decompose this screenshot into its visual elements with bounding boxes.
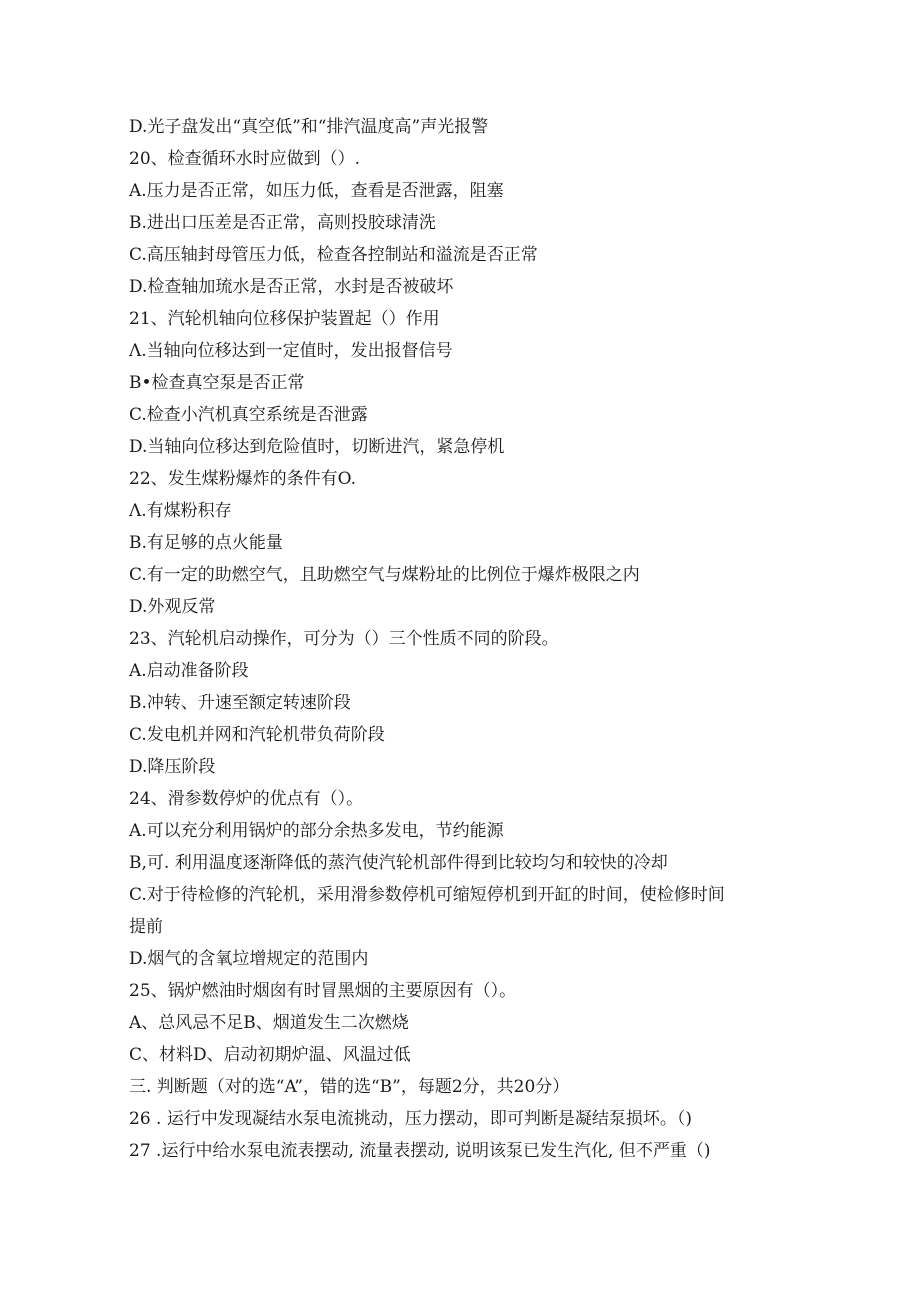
option-c-q24-cont: 提前 <box>129 917 163 937</box>
option-b-q22: B.有足够的点火能量 <box>129 533 283 553</box>
option-b-q23: B.冲转、升速至额定转速阶段 <box>129 693 351 713</box>
option-d-q22: D.外观反常 <box>129 597 216 617</box>
option-d-q23: D.降压阶段 <box>129 757 216 777</box>
option-a-q22: Λ.有煤粉积存 <box>129 501 232 521</box>
option-c-q20: C.高压轴封母管压力低，检查各控制站和溢流是否正常 <box>129 245 538 265</box>
options-ab-q25: A、总风忌不足B、烟道发生二次燃烧 <box>129 1013 409 1033</box>
question-22: 22、发生煤粉爆炸的条件有O. <box>129 469 356 489</box>
option-a-q20: A.压力是否正常，如压力低，查看是否泄露，阻塞 <box>129 181 504 201</box>
options-cd-q25: C、材料D、启动初期炉温、风温过低 <box>129 1045 411 1065</box>
option-c-q21: C.检查小汽机真空系统是否泄露 <box>129 405 368 425</box>
section-heading-judgment: 三. 判断题（对的选“A”，错的选“B”，每题2分，共20分） <box>129 1077 570 1097</box>
question-27: 27 .运行中给水泵电流表摆动, 流量表摆动, 说明该泵已发生汽化, 但不严重（) <box>129 1141 711 1161</box>
option-d-q24: D.烟气的含氧垃增规定的范围内 <box>129 949 369 969</box>
option-c-q24: C.对于待检修的汽轮机，采用滑参数停机可缩短停机到开缸的时间，使检修时间 <box>129 885 725 905</box>
option-a-q23: A.启动准备阶段 <box>129 661 249 681</box>
option-c-q23: C.发电机并网和汽轮机带负荷阶段 <box>129 725 385 745</box>
question-25: 25、锅炉燃油时烟囱有时冒黑烟的主要原因有（）。 <box>129 981 517 1001</box>
option-b-q20: B.进出口压差是否正常，高则投胶球清洗 <box>129 213 436 233</box>
question-23: 23、汽轮机启动操作，可分为（）三个性质不同的阶段。 <box>129 629 559 649</box>
option-b-q24: B,可. 利用温度逐渐降低的蒸汽使汽轮机部件得到比较均匀和较快的冷却 <box>129 853 668 873</box>
option-a-q24: A.可以充分利用锅炉的部分余热多发电，节约能源 <box>129 821 504 841</box>
option-a-q21: Λ.当轴向位移达到一定值时，发出报督信号 <box>129 341 453 361</box>
option-d-q19: D.光子盘发出“真空低”和“排汽温度高”声光报警 <box>129 117 489 137</box>
option-d-q20: D.检查轴加琉水是否正常，水封是否被破坏 <box>129 277 454 297</box>
question-24: 24、滑参数停炉的优点有（）。 <box>129 789 364 809</box>
option-b-q21: B•检查真空泵是否正常 <box>129 373 305 393</box>
question-20: 20、检查循环水时应做到（）. <box>129 149 361 169</box>
option-c-q22: C.有一定的助燃空气，且助燃空气与煤粉址的比例位于爆炸极限之内 <box>129 565 640 585</box>
question-21: 21、汽轮机轴向位移保护装置起（）作用 <box>129 309 440 329</box>
question-26: 26 . 运行中发现凝结水泵电流挑动，压力摆动，即可判断是凝结泵损坏。（) <box>129 1109 692 1129</box>
option-d-q21: D.当轴向位移达到危险值时，切断进汽，紧急停机 <box>129 437 505 457</box>
